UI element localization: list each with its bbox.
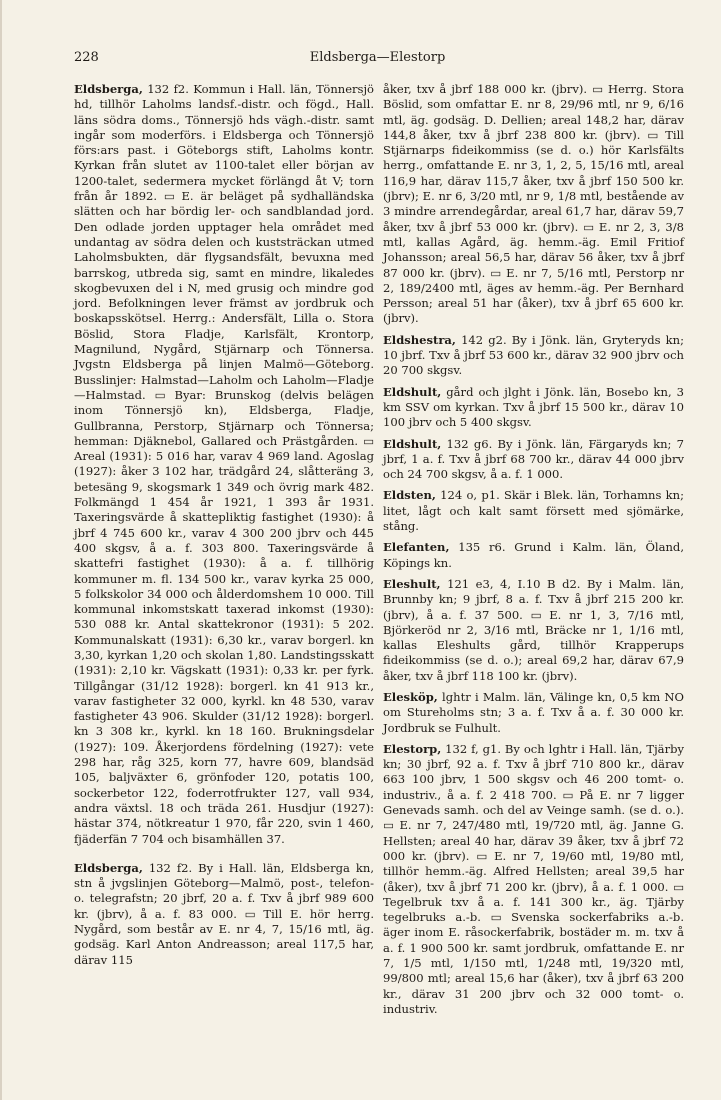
- entry-eleskop: [383, 690, 684, 736]
- entry-headword: Elesköp,: [383, 689, 438, 704]
- entry-eldsberga-kommun: [74, 82, 374, 847]
- page-edge-shadow: [0, 0, 2, 1100]
- entry-headword: Eldsberga,: [74, 82, 143, 96]
- entry-elefanten: [383, 540, 684, 571]
- entry-continuation: [383, 82, 684, 327]
- entry-text: 124 o, p1. Skär i Blek. län, Torhamns kn; litet, lågt och kalt samt försett med sjömärke, stång.: [383, 488, 684, 534]
- entry-text: lghtr i Malm. län, Välinge kn, 0,5 km NO om Stureholms stn; 3 a. f. Txv å a. f. 30 000 kr. Jordbruk se Fulhult.: [383, 689, 684, 735]
- entry-headword: Eldshestra,: [383, 332, 456, 347]
- entry-headword: Eldshult,: [383, 436, 442, 451]
- entry-text: 132 f2. Kommun i Hall. län, Tönnersjö hd, tillhör Laholms landsf.-distr. och fögd., Hall. läns södra doms., Tönnersjö hds vägh.-distr. samt ingår som moderförs. i Eldsberga och Tönnersjö förs:ars past. i Göteborgs stift, Laholms kontr. Kyrkan från slutet av 1100-talet eller början av 1200-talet, sedermera mycket förlängd åt V; torn från år 1892. ▭ E. är beläget på sydhalländska slätten och har bördig ler- och sandblandad jord. Den odlade jorden upptager hela området med undantag av södra delen och kuststräckan utmed Laholmsbukten, där flygsandsfält, bevuxna med barrskog, utbreda sig, samt en mindre, likaledes skogbevuxen del i N, med grusig och mindre god jord. Befolkningen lever främst av jordbruk och boskapsskötsel. Herrg.: Andersfält, Lilla o. Stora Böslid, Stora Fladje, Karlsfält, Krontorp, Magnilund, Nygård, Stjärnarp och Tönnersa. Jvgstn Eldsberga på linjen Malmö—Göteborg. Busslinjer: Halmstad—Laholm och Laholm—Fladje —Halmstad. ▭ Byar: Brunskog (delvis belägen inom Tönnersjö kn), Eldsberga, Fladje, Gullbranna, Perstorp, Stjärnarp och Tönnersa; hemman: Djäknebol, Gallared och Prästgården. ▭ Areal (1931): 5 016 har, varav 4 969 land. Agoslag (1927): åker 3 102 har, trädgård 24, slåtteräng 3, betesäng 9, skogsmark 1 349 och övrig mark 482. Folkmängd 1 454 år 1921, 1 393 år 1931. Taxeringsvärde å skattepliktig fastighet (1930): å jbrf 4 745 600 kr., varav 4 300 200 jbrv och 445 400 skgsv, å a. f. 303 800. Taxeringsvärde å skattefri fastighet (1930): å a. f. tillhörig kommuner m. fl. 134 500 kr., varav kyrka 25 000, 5 folkskolor 34 000 och ålderdomshem 10 000. Till kommunal inkomstskatt taxerad inkomst (1930): 530 088 kr. Antal skattekronor (1931): 5 202. Kommunalskatt (1931): 6,30 kr., varav borgerl. kn 3,30, kyrkan 1,20 och skolan 1,80. Landstingsskatt (1931): 2,10 kr. Vägskatt (1931): 0,33 kr. per fyrk. Tillgångar (31/12 1928): borgerl. kn 41 913 kr., varav fastigheter 32 000, kyrkl. kn 48 530, varav fastigheter 43 906. Skulder (31/12 1928): borgerl. kn 3 308 kr., kyrkl. kn 18 160. Brukningsdelar (1927): 109. Åkerjordens fördelning (1927): vete 298 har, råg 325, korn 77, havre 609, blandsäd 105, baljväxter 6, grönfoder 120, potatis 100, sockerbetor 122, foderrotfrukter 127, vall 934, andra växtsl. 18 och träda 261. Husdjur (1927): hästar 374, nötkreatur 1 970, får 220, svin 1 460, fjäderfän 7 704 och bisamhällen 37.: [74, 82, 374, 846]
- entry-text: 132 f2. By i Hall. län, Eldsberga kn, stn å jvgslinjen Göteborg—Malmö, post-, telefon- o. telegrafstn; 20 jbrf, 20 a. f. Txv å jbrf 989 600 kr. (jbrv), å a. f. 83 000. ▭ Till E. hör herrg. Nygård, som består av E. nr 4, 7, 15/16 mtl, äg. godsäg. Karl Anton Andreasson; areal 117,5 har, därav 115: [74, 860, 374, 967]
- entry-elestorp: [383, 742, 684, 1017]
- right-column: [383, 82, 684, 1023]
- entry-headword: Elestorp,: [383, 741, 442, 756]
- entry-eleshult: [383, 577, 684, 684]
- entry-headword: Eldsberga,: [74, 860, 143, 875]
- entry-headword: Elefanten,: [383, 540, 450, 555]
- running-title: Eldsberga—Elestorp: [309, 50, 446, 65]
- entry-headword: Eleshult,: [383, 576, 441, 591]
- entry-headword: Eldshult,: [383, 384, 442, 399]
- entry-text: 132 f, g1. By och lghtr i Hall. län, Tjärby kn; 30 jbrf, 92 a. f. Txv å jbrf 710 800 kr., därav 663 100 jbrv, 1 500 skgsv och 46 200 tomt- o. industriv., å a. f. 2 418 700. ▭ På E. nr 7 ligger Genevads samh. och del av Veinge samh. (se d. o.). ▭ E. nr 7, 247/480 mtl, 19/720 mtl, äg. Janne G. Hellsten; areal 40 har, därav 39 åker, txv å jbrf 72 000 kr. (jbrv). ▭ E. nr 7, 19/60 mtl, 19/80 mtl, tillhör hemm.-äg. Alfred Hellsten; areal 39,5 har (åker), txv å jbrf 71 200 kr. (jbrv), å a. f. 1 000. ▭ Tegelbruk txv å a. f. 141 300 kr., äg. Tjärby tegelbruks a.-b. ▭ Svenska sockerfabriks a.-b. äger inom E. råsockerfabrik, bostäder m. m. txv å a. f. 1 900 500 kr. samt jordbruk, omfattande E. nr 7, 1/5 mtl, 1/150 mtl, 1/248 mtl, 19/320 mtl, 99/800 mtl; areal 15,6 har (åker), txv å jbrf 63 200 kr., därav 31 200 jbrv och 32 000 tomt- o. industriv.: [383, 741, 684, 1016]
- entry-text: 121 e3, 4, I.10 B d2. By i Malm. län, Brunnby kn; 9 jbrf, 8 a. f. Txv å jbrf 215 200 kr. (jbrv), å a. f. 37 500. ▭ E. nr 1, 3, 7/16 mtl, Björkeröd nr 2, 3/16 mtl, Bräcke nr 1, 1/16 mtl, kallas Eleshults gård, tillhör Krapperups fideikommiss (se d. o.); areal 69,2 har, därav 67,9 åker, txv å jbrf 118 100 kr. (jbrv).: [383, 576, 684, 683]
- entry-eldshult-gard: [383, 385, 684, 431]
- entry-text: åker, txv å jbrf 188 000 kr. (jbrv). ▭ Herrg. Stora Böslid, som omfattar E. nr 8, 29/96 mtl, nr 9, 6/16 mtl, äg. godsäg. D. Dellien; areal 148,2 har, därav 144,8 åker, txv å jbrf 238 800 kr. (jbrv). ▭ Till Stjärnarps fideikommiss (se d. o.) hör Karlsfälts herrg., omfattande E. nr 3, 1, 2, 5, 15/16 mtl, areal 116,9 har, därav 115,7 åker, txv å jbrf 150 500 kr. (jbrv); E. nr 6, 3/20 mtl, nr 9, 1/8 mtl, bestående av 3 mindre arrendegårdar, areal 61,7 har, därav 59,7 åker, txv å jbrf 53 000 kr. (jbrv). ▭ E. nr 2, 3, 3/8 mtl, kallas Agård, äg. hemm.-äg. Emil Fritiof Johansson; areal 56,5 har, därav 56 åker, txv å jbrf 87 000 kr. (jbrv). ▭ E. nr 7, 5/16 mtl, Perstorp nr 2, 189/2400 mtl, äges av hemm.-äg. Per Bernhard Persson; areal 51 har (åker), txv å jbrf 65 600 kr. (jbrv).: [383, 82, 684, 326]
- entry-headword: Eldsten,: [383, 488, 436, 503]
- entry-text: gård och jlght i Jönk. län, Bosebo kn, 3 km SSV om kyrkan. Txv å jbrf 15 500 kr., därav 10 100 jbrv och 5 400 skgsv.: [383, 384, 684, 430]
- entry-text: 142 g2. By i Jönk. län, Gryteryds kn; 10 jbrf. Txv å jbrf 53 600 kr., därav 32 900 jbrv och 20 700 skgsv.: [383, 332, 684, 378]
- entry-eldshestra: [383, 333, 684, 379]
- entry-text: 135 r6. Grund i Kalm. län, Öland, Köpings kn.: [383, 540, 684, 570]
- left-column: [74, 82, 374, 974]
- page-header: [74, 50, 681, 70]
- page-number: 228: [74, 50, 99, 65]
- entry-text: 132 g6. By i Jönk. län, Färgaryds kn; 7 jbrf, 1 a. f. Txv å jbrf 68 700 kr., därav 44 000 jbrv och 24 700 skgsv, å a. f. 1 000.: [383, 436, 684, 482]
- entry-eldshult-by: [383, 437, 684, 483]
- entry-eldsten: [383, 488, 684, 534]
- entry-eldsberga-by: [74, 861, 374, 968]
